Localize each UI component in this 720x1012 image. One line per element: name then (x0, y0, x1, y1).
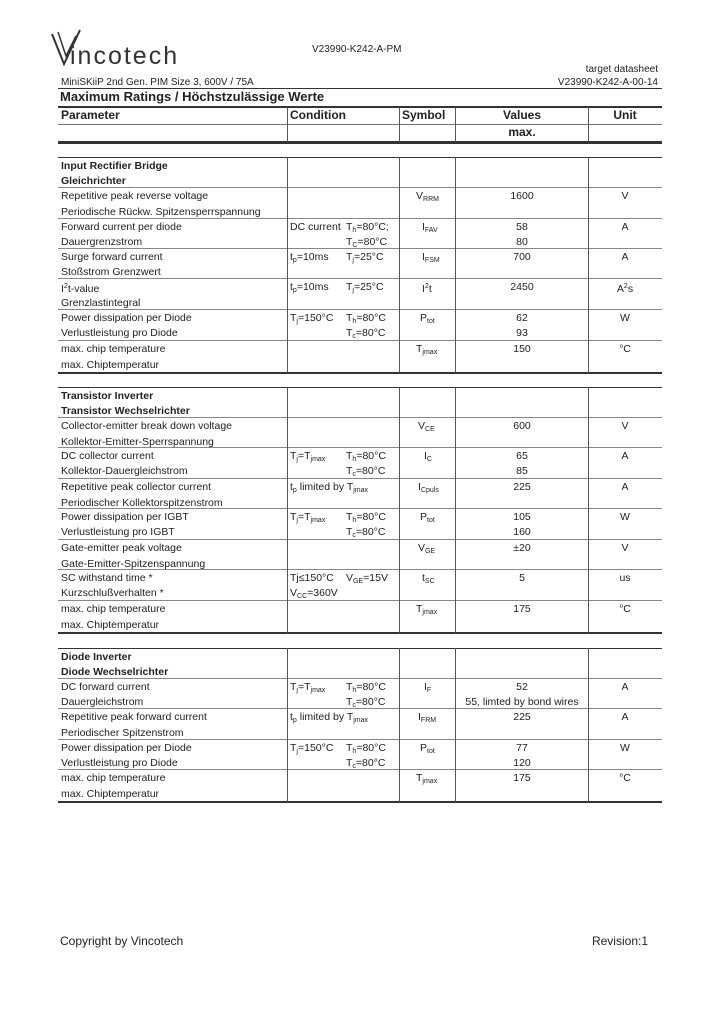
divider (58, 387, 662, 388)
divider (58, 157, 662, 158)
condition: $T_c=80^\circ C$ (346, 696, 386, 709)
page-title: Maximum Ratings / Höchstzulässige Werte (60, 89, 325, 104)
parameter-de: Kollektor-Dauergleichstrom (61, 465, 188, 477)
datasheet-status: target datasheet (585, 64, 658, 75)
condition: $T_C=80^\circ C$ (346, 236, 388, 249)
value: 2450 (510, 281, 534, 293)
unit: us (619, 572, 631, 584)
condition: $t_p$ limited by $T_{jmax}$ (290, 481, 369, 494)
condition: $T_j=150^\circ C$ (290, 742, 334, 755)
parameter-en: Forward current per diode (61, 221, 182, 233)
divider (58, 648, 662, 649)
condition: Tj≤150°C (290, 572, 334, 584)
value: 600 (513, 420, 531, 432)
parameter-en: Repetitive peak forward current (61, 711, 207, 723)
column-divider (399, 107, 400, 142)
unit: A (621, 450, 629, 462)
condition: $T_h=80^\circ C$ (346, 312, 386, 325)
parameter-en: Repetitive peak reverse voltage (61, 190, 209, 202)
value: 1600 (510, 190, 534, 202)
condition: DC current (290, 221, 341, 233)
value: 160 (513, 526, 531, 538)
condition: $T_c=80^\circ C$ (346, 526, 386, 539)
column-divider (287, 387, 288, 633)
value: 700 (513, 251, 531, 263)
column-divider (287, 157, 288, 373)
condition: $t_p$ limited by $T_{jmax}$ (290, 711, 369, 724)
value: 105 (513, 511, 531, 523)
parameter-de: Gate-Emitter-Spitzenspannung (61, 558, 206, 570)
unit: W (620, 742, 630, 754)
symbol: $I_{FSM}$ (422, 251, 440, 264)
value: 120 (513, 757, 531, 769)
condition: $T_h=80^\circ C$ (346, 450, 386, 463)
condition: $T_j=150^\circ C$ (290, 312, 334, 325)
parameter-de: Kollektor-Emitter-Sperrspannung (61, 436, 214, 448)
section-title: Transistor Inverter (61, 390, 154, 402)
unit: V (621, 190, 629, 202)
divider (58, 309, 662, 310)
parameter-en: Repetitive peak collector current (61, 481, 211, 493)
divider (58, 88, 662, 89)
symbol: $P_{tot}$ (420, 511, 435, 524)
column-divider (399, 648, 400, 802)
parameter-en: Power dissipation per Diode (61, 742, 192, 754)
symbol: $V_{CE}$ (418, 420, 435, 433)
divider (58, 372, 662, 374)
unit: W (620, 511, 630, 523)
condition: $V_{GE}=15V$ (346, 572, 388, 585)
unit: W (620, 312, 630, 324)
parameter-en: Power dissipation per Diode (61, 312, 192, 324)
divider (58, 278, 662, 279)
symbol: $I_{FRM}$ (418, 711, 437, 724)
parameter-en: Surge forward current (61, 251, 163, 263)
symbol: $P_{tot}$ (420, 742, 435, 755)
value: 55, limted by bond wires (465, 696, 579, 708)
condition: $T_c=80^\circ C$ (346, 465, 386, 478)
condition: $T_j=25^\circ C$ (346, 281, 384, 294)
section-subtitle: Gleichrichter (61, 175, 126, 187)
parameter-de: Periodischer Spitzenstrom (61, 727, 184, 739)
parameter-en: SC withstand time * (61, 572, 153, 584)
product-description: MiniSKiiP 2nd Gen. PIM Size 3, 600V / 75A (61, 77, 254, 88)
divider (58, 600, 662, 601)
parameter-en: max. chip temperature (61, 603, 166, 615)
symbol: $P_{tot}$ (420, 312, 435, 325)
symbol: $I_C$ (424, 450, 432, 463)
unit: $A^2s$ (616, 283, 634, 295)
unit: A (621, 481, 629, 493)
value: 80 (516, 236, 528, 248)
column-divider (399, 157, 400, 373)
parameter-de: max. Chiptemperatur (61, 788, 160, 800)
value: 85 (516, 465, 528, 477)
condition: $T_h=80^\circ C$; (346, 221, 389, 234)
symbol: $I_{Cpuls}$ (418, 481, 439, 494)
symbol: $T_{jmax}$ (416, 603, 438, 616)
unit: °C (619, 343, 631, 355)
unit: A (621, 711, 629, 723)
revision-code: V23990-K242-A-00-14 (557, 77, 658, 88)
parameter-en: Collector-emitter break down voltage (61, 420, 232, 432)
value: 65 (516, 450, 528, 462)
parameter-de: Grenzlastintegral (61, 297, 141, 309)
symbol: $I^2t$ (422, 283, 432, 295)
condition: $T_h=80^\circ C$ (346, 511, 386, 524)
condition: $V_{CC}=360V$ (290, 587, 338, 600)
value: 58 (516, 221, 528, 233)
value: 150 (513, 343, 531, 355)
value: 175 (513, 772, 531, 784)
parameter-en: max. chip temperature (61, 343, 166, 355)
value: 5 (519, 572, 525, 584)
section-title: Diode Inverter (61, 651, 132, 663)
value: 175 (513, 603, 531, 615)
parameter-en: Gate-emitter peak voltage (61, 542, 182, 554)
parameter-en: Power dissipation per IGBT (61, 511, 189, 523)
column-divider (287, 648, 288, 802)
section-subtitle: Transistor Wechselrichter (61, 405, 190, 417)
unit: A (621, 251, 629, 263)
symbol: $T_{jmax}$ (416, 772, 438, 785)
footer-revision: Revision:1 (591, 934, 648, 948)
condition: $T_j=25^\circ C$ (346, 251, 384, 264)
value: 52 (516, 681, 528, 693)
unit: V (621, 420, 629, 432)
parameter-de: max. Chiptemperatur (61, 359, 160, 371)
divider (58, 218, 662, 219)
parameter-en: max. chip temperature (61, 772, 166, 784)
symbol: $I_F$ (424, 681, 432, 694)
divider (58, 632, 662, 634)
symbol: $T_{jmax}$ (416, 343, 438, 356)
column-divider (399, 387, 400, 633)
condition: $T_h=80^\circ C$ (346, 681, 386, 694)
divider (58, 739, 662, 740)
divider (58, 141, 662, 144)
condition: $T_c=80^\circ C$ (346, 757, 386, 770)
condition: $t_p=10ms$ (290, 281, 329, 294)
divider (58, 801, 662, 803)
column-header-condition: Condition (290, 108, 346, 122)
column-header-symbol: Symbol (402, 108, 446, 122)
unit: V (621, 542, 629, 554)
parameter-de: Verlustleistung pro IGBT (61, 526, 175, 538)
value: 225 (513, 481, 531, 493)
parameter-de: Kurzschlußverhalten * (61, 587, 164, 599)
unit: A (621, 221, 629, 233)
column-header-unit: Unit (613, 108, 637, 122)
parameter-de: Dauergrenzstrom (61, 236, 143, 248)
symbol: $V_{GE}$ (418, 542, 436, 555)
unit: A (621, 681, 629, 693)
divider (58, 678, 662, 679)
document-id: V23990-K242-A-PM (312, 44, 402, 55)
unit: °C (619, 772, 631, 784)
value: 225 (513, 711, 531, 723)
symbol: $V_{RRM}$ (416, 190, 439, 203)
parameter-de: Stoßstrom Grenzwert (61, 266, 161, 278)
divider (58, 124, 662, 125)
value: ±20 (513, 542, 531, 554)
symbol: $I_{FAV}$ (422, 221, 438, 234)
parameter-en: DC forward current (61, 681, 150, 693)
company-name: incotech (70, 42, 180, 70)
value: 93 (516, 327, 528, 339)
column-header-values: Values (502, 108, 542, 122)
condition: $T_c=80^\circ C$ (346, 327, 386, 340)
parameter-de: Verlustleistung pro Diode (61, 757, 178, 769)
condition: $T_j=T_{jmax}$ (290, 450, 326, 463)
parameter-en: $I^2t$-value (61, 283, 100, 295)
section-title: Input Rectifier Bridge (61, 160, 168, 172)
value: 77 (516, 742, 528, 754)
parameter-en: DC collector current (61, 450, 154, 462)
section-subtitle: Diode Wechselrichter (61, 666, 169, 678)
divider (58, 417, 662, 418)
parameter-de: Dauergleichstrom (61, 696, 144, 708)
unit: °C (619, 603, 631, 615)
divider (58, 187, 662, 188)
column-header-max: max. (508, 125, 536, 139)
column-divider (287, 107, 288, 142)
column-header-parameter: Parameter (61, 108, 120, 122)
parameter-de: Periodischer Kollektorspitzenstrom (61, 497, 223, 509)
divider (58, 106, 662, 108)
condition: $T_h=80^\circ C$ (346, 742, 386, 755)
footer-copyright: Copyright by Vincotech (60, 934, 184, 948)
symbol: $t_{SC}$ (422, 572, 435, 585)
value: 62 (516, 312, 528, 324)
vincotech-logo (50, 28, 210, 72)
parameter-de: max. Chiptemperatur (61, 619, 160, 631)
parameter-de: Verlustleistung pro Diode (61, 327, 178, 339)
condition: $t_p=10ms$ (290, 251, 329, 264)
parameter-de: Periodische Rückw. Spitzensperrspannung (61, 206, 261, 218)
condition: $T_j=T_{jmax}$ (290, 681, 326, 694)
condition: $T_j=T_{jmax}$ (290, 511, 326, 524)
